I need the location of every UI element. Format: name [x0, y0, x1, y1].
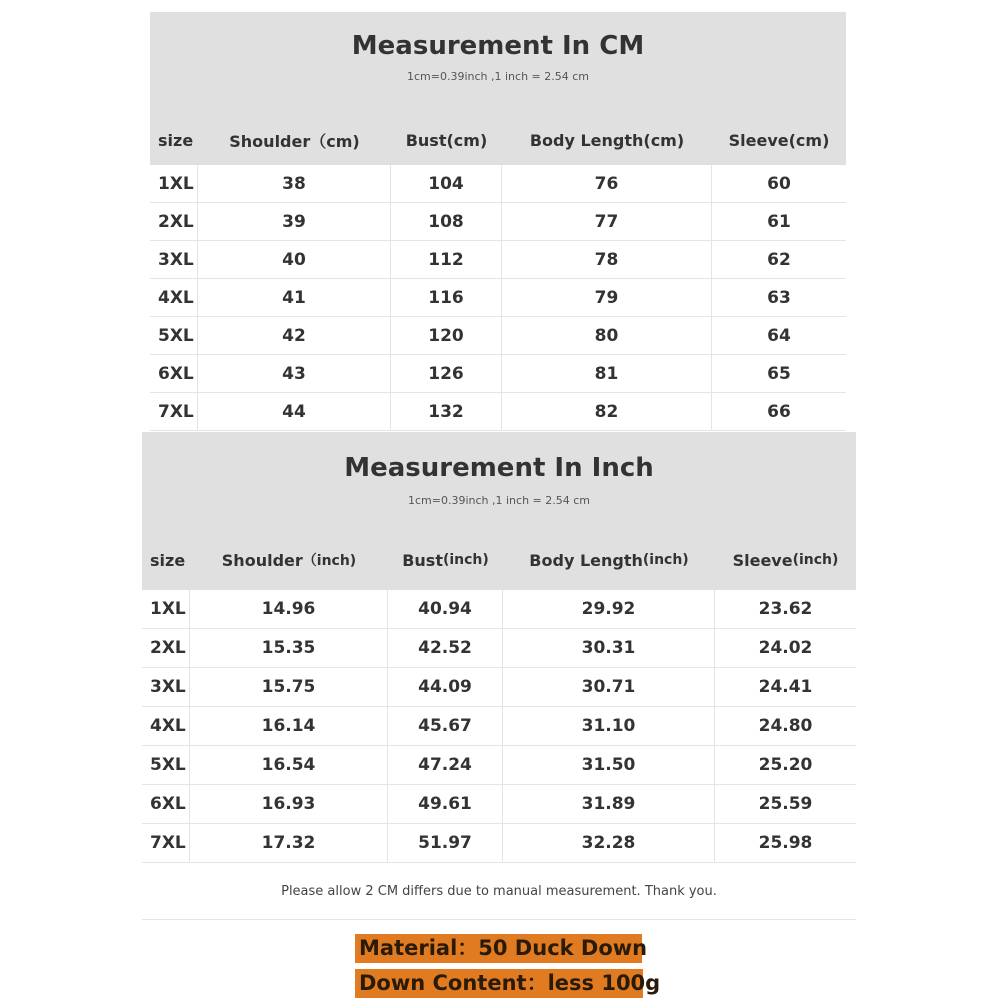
shoulder-cell: 15.35 [190, 629, 388, 667]
bust-cell: 51.97 [388, 824, 503, 862]
header-unit: (inch) [792, 552, 839, 568]
bust-cell: 104 [391, 165, 502, 202]
shoulder-cell: 16.14 [190, 707, 388, 745]
table-row [150, 393, 846, 431]
size-cell: 1XL [150, 165, 198, 202]
shoulder-cell: 42 [198, 317, 391, 354]
bust-cell: 42.52 [388, 629, 503, 667]
cm-size-table [150, 12, 846, 431]
sleeve-cell: 24.02 [758, 638, 813, 658]
size-cell: 1XL [142, 590, 190, 628]
shoulder-cell: 44 [198, 393, 391, 430]
size-cell: 6XL [150, 355, 198, 392]
size-cell: 3XL [142, 668, 190, 706]
size-cell: 5XL [150, 317, 198, 354]
shoulder-cell: 39 [198, 203, 391, 240]
bust-cell: 44.09 [388, 668, 503, 706]
body-length-cell: 80 [502, 317, 712, 354]
table-row [142, 668, 856, 707]
size-cell: 6XL [142, 785, 190, 823]
shoulder-cell: 16.54 [190, 746, 388, 784]
header-label: Sleeve [732, 550, 793, 570]
sleeve-cell: 23.62 [758, 599, 813, 619]
inch-column-headers [142, 540, 856, 580]
bust-cell: 47.24 [388, 746, 503, 784]
size-cell: 2XL [142, 629, 190, 667]
bust-cell: 120 [391, 317, 502, 354]
size-cell: 4XL [150, 279, 198, 316]
size-cell: 7XL [150, 393, 198, 430]
sleeve-cell: 62 [767, 249, 791, 270]
sleeve-cell: 64 [767, 325, 791, 346]
bust-cell: 45.67 [388, 707, 503, 745]
sleeve-cell: 25.20 [758, 755, 813, 775]
sleeve-cell: 61 [767, 211, 791, 232]
table-row [142, 707, 856, 746]
body-length-cell: 30.31 [503, 629, 715, 667]
inch-header-bust [388, 540, 503, 580]
size-cell: 2XL [150, 203, 198, 240]
sleeve-cell: 66 [767, 401, 791, 422]
sleeve-cell: 24.80 [758, 716, 813, 736]
size-cell: 5XL [142, 746, 190, 784]
table-row [142, 590, 856, 629]
inch-header-body-length [503, 540, 715, 580]
bust-cell: 40.94 [388, 590, 503, 628]
inch-header-sleeve [715, 540, 856, 580]
body-length-cell: 31.89 [503, 785, 715, 823]
shoulder-cell: 41 [198, 279, 391, 316]
header-label: size [150, 550, 186, 570]
cm-header-size: size [158, 130, 194, 150]
measurement-disclaimer: Please allow 2 CM differs due to manual measurement. Thank you. [142, 863, 856, 920]
body-length-cell: 31.50 [503, 746, 715, 784]
size-cell: 7XL [142, 824, 190, 862]
body-length-cell: 79 [502, 279, 712, 316]
sleeve-cell: 25.98 [758, 833, 813, 853]
inch-size-table [142, 432, 856, 920]
bust-cell: 108 [391, 203, 502, 240]
body-length-cell: 77 [502, 203, 712, 240]
header-label: Body Length [529, 550, 643, 570]
cm-column-headers [150, 120, 846, 160]
shoulder-cell: 14.96 [190, 590, 388, 628]
inch-conversion-note: 1cm=0.39inch ,1 inch = 2.54 cm [407, 494, 590, 507]
shoulder-cell: 38 [198, 165, 391, 202]
shoulder-cell: 40 [198, 241, 391, 278]
table-row [150, 165, 846, 203]
body-length-cell: 30.71 [503, 668, 715, 706]
inch-table-body [142, 590, 856, 920]
sleeve-cell: 25.59 [758, 794, 813, 814]
table-row [150, 241, 846, 279]
cm-header-bust: Bust(cm) [405, 130, 488, 150]
bust-cell: 126 [391, 355, 502, 392]
table-row [142, 629, 856, 668]
header-label: Shoulder [221, 550, 303, 570]
body-length-cell: 31.10 [503, 707, 715, 745]
header-unit: (inch) [642, 552, 689, 568]
table-row [150, 203, 846, 241]
bust-cell: 49.61 [388, 785, 503, 823]
table-row [142, 824, 856, 863]
cm-table-body [150, 165, 846, 431]
body-length-cell: 29.92 [503, 590, 715, 628]
shoulder-cell: 16.93 [190, 785, 388, 823]
shoulder-cell: 17.32 [190, 824, 388, 862]
body-length-cell: 32.28 [503, 824, 715, 862]
size-cell: 4XL [142, 707, 190, 745]
inch-table-header [142, 432, 856, 590]
size-cell: 3XL [150, 241, 198, 278]
header-unit: （inch) [302, 553, 357, 569]
sleeve-cell: 63 [767, 287, 791, 308]
table-row [142, 746, 856, 785]
cm-header-shoulder: Shoulder（cm) [229, 131, 360, 151]
shoulder-cell: 43 [198, 355, 391, 392]
cm-table-header [150, 12, 846, 165]
table-row [150, 355, 846, 393]
inch-header-size [142, 540, 190, 580]
table-row [150, 279, 846, 317]
inch-header-shoulder [190, 540, 388, 580]
header-label: Bust [402, 550, 443, 570]
cm-table-title: Measurement In CM [351, 31, 645, 61]
cm-conversion-note: 1cm=0.39inch ,1 inch = 2.54 cm [406, 70, 589, 83]
header-unit: (inch) [442, 552, 489, 568]
bust-cell: 112 [391, 241, 502, 278]
table-row [142, 785, 856, 824]
table-row [150, 317, 846, 355]
inch-table-title: Measurement In Inch [344, 453, 654, 483]
cm-header-sleeve: Sleeve(cm) [728, 130, 830, 150]
down-content-label: Down Content：less 100g [355, 969, 643, 998]
shoulder-cell: 15.75 [190, 668, 388, 706]
body-length-cell: 78 [502, 241, 712, 278]
cm-header-body-length: Body Length(cm) [529, 130, 685, 150]
body-length-cell: 81 [502, 355, 712, 392]
sleeve-cell: 60 [767, 173, 791, 194]
bust-cell: 132 [391, 393, 502, 430]
bust-cell: 116 [391, 279, 502, 316]
body-length-cell: 82 [502, 393, 712, 430]
sleeve-cell: 65 [767, 363, 791, 384]
material-label: Material：50 Duck Down [355, 934, 642, 963]
body-length-cell: 76 [502, 165, 712, 202]
sleeve-cell: 24.41 [758, 677, 813, 697]
